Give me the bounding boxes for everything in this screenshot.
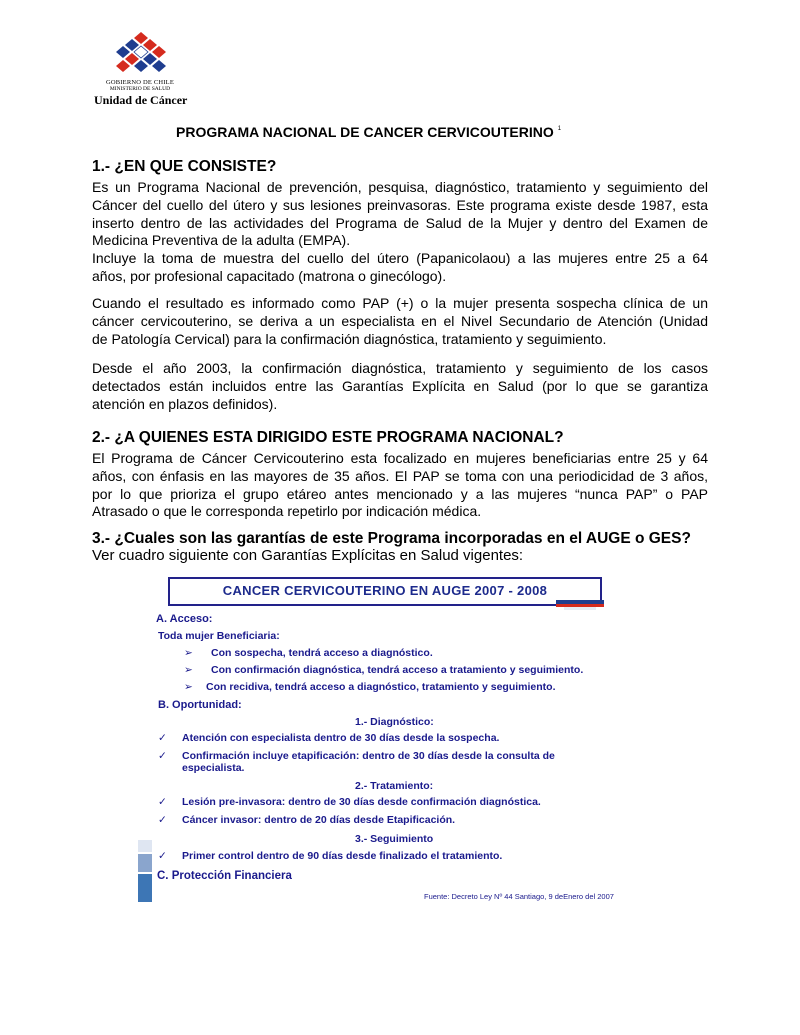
check-icon: ✓ <box>158 814 167 826</box>
unit-name: Unidad de Cáncer <box>94 93 188 107</box>
arrow-bullet: ➢ <box>184 647 193 659</box>
text-line: años, por profesional capacitado (matrona o ginecólogo). <box>92 267 447 284</box>
section-3-subtitle: Ver cuadro siguiente con Garantías Explícitas en Salud vigentes: <box>92 547 524 564</box>
text-line: Es un Programa Nacional de prevención, pesquisa, diagnóstico, tratamiento y seguimiento del <box>92 179 708 195</box>
section-2-heading: 2.- ¿A QUIENES ESTA DIRIGIDO ESTE PROGRAMA NACIONAL? <box>92 429 564 446</box>
diagnostico-heading: 1.- Diagnóstico: <box>355 716 434 728</box>
acceso-subheading: Toda mujer Beneficiaria: <box>158 630 280 642</box>
section-2-paragraph <box>92 450 708 521</box>
figure-source: Fuente: Decreto Ley Nº 44 Santiago, 9 deEnero del 2007 <box>424 892 614 901</box>
side-bar <box>138 854 152 872</box>
acceso-item: Con sospecha, tendrá acceso a diagnóstico. <box>211 647 433 659</box>
arrow-bullet: ➢ <box>184 664 193 676</box>
check-icon: ✓ <box>158 796 167 808</box>
text-line: Cuando el resultado es informado como PAP (+) o la mujer presenta sospecha clínica de un <box>92 295 708 311</box>
section-1-paragraph-1 <box>92 179 708 286</box>
text-line: Desde el año 2003, la confirmación diagnóstica, tratamiento y seguimiento de los casos <box>92 360 708 376</box>
seguimiento-heading: 3.- Seguimiento <box>355 833 434 845</box>
government-logo <box>108 30 174 78</box>
diagnostico-item: Confirmación incluye etapificación: dentro de 30 días desde la consulta de <box>182 750 555 762</box>
section-1-paragraph-2 <box>92 295 708 348</box>
logo-text-ministerio: MINISTERIO DE SALUD <box>109 86 171 92</box>
tratamiento-heading: 2.- Tratamiento: <box>355 780 434 792</box>
oportunidad-heading: B. Oportunidad: <box>158 699 242 711</box>
text-line: de Patología Cervical) para la confirmación diagnóstica, tratamiento y seguimiento. <box>92 330 607 347</box>
logo-text-gobierno: GOBIERNO DE CHILE <box>105 79 175 86</box>
tratamiento-item: Cáncer invasor: dentro de 20 días desde Etapificación. <box>182 814 456 826</box>
text-line: Atrasado o que le corresponda repetirlo por indicación médica. <box>92 503 482 520</box>
section-1-paragraph-3 <box>92 360 708 413</box>
acceso-heading: A. Acceso: <box>156 613 213 625</box>
diagnostico-item: Atención con especialista dentro de 30 días desde la sospecha. <box>182 732 500 744</box>
diagnostico-item-continued: especialista. <box>182 762 245 774</box>
text-line: por lo que prioriza el grupo etáreo antes mencionado y a las mujeres “nunca PAP” o PAP <box>92 485 708 502</box>
text-line: detectados están incluidos entre las Garantías Explícita en Salud (por lo que se garantiza <box>92 377 708 394</box>
text-line: años, con énfasis en las mayores de 35 años. El PAP se toma con una periodicidad de 3 años, <box>92 467 708 484</box>
side-bars-decoration <box>138 840 152 902</box>
text-line: El Programa de Cáncer Cervicouterino esta focalizado en mujeres beneficiarias entre 25 y 64 <box>92 450 708 466</box>
text-line: cáncer cervicouterino, se deriva a un especialista en el Nivel Secundario de Atención (Unidad <box>92 312 708 329</box>
document-title <box>176 124 561 140</box>
check-icon: ✓ <box>158 850 167 862</box>
document-title-text: PROGRAMA NACIONAL DE CANCER CERVICOUTERINO <box>176 124 554 140</box>
text-line: Incluye la toma de muestra del cuello del útero (Papanicolaou) a las mujeres entre 25 a 64 <box>92 250 708 267</box>
side-bar <box>138 840 152 852</box>
section-1-heading: 1.- ¿EN QUE CONSISTE? <box>92 158 277 175</box>
text-line: Cáncer del cuello del útero y sus lesiones preinvasoras. Este programa existe desde 1987, esta <box>92 196 708 213</box>
check-icon: ✓ <box>158 750 167 762</box>
text-line: atención en plazos definidos). <box>92 395 278 412</box>
figure-title-box <box>168 577 602 606</box>
auge-guarantees-figure <box>138 572 658 912</box>
figure-title: CANCER CERVICOUTERINO EN AUGE 2007 - 2008 <box>222 583 548 598</box>
arrow-bullet: ➢ <box>184 681 193 693</box>
side-bar <box>138 874 152 902</box>
tratamiento-item: Lesión pre-invasora: dentro de 30 días desde confirmación diagnóstica. <box>182 796 541 808</box>
section-3-heading: 3.- ¿Cuales son las garantías de este Programa incorporadas en el AUGE o GES? <box>92 530 691 547</box>
text-line: inserto dentro de las actividades del Programa de Salud de la Mujer y dentro del Examen de <box>92 214 708 231</box>
acceso-item: Con recidiva, tendrá acceso a diagnóstico, tratamiento y seguimiento. <box>206 681 556 693</box>
acceso-item: Con confirmación diagnóstica, tendrá acceso a tratamiento y seguimiento. <box>211 664 584 676</box>
title-footnote-marker: 1 <box>557 126 562 132</box>
check-icon: ✓ <box>158 732 167 744</box>
text-line: Medicina Preventiva de la adulta (EMPA). <box>92 232 351 249</box>
proteccion-heading: C. Protección Financiera <box>157 870 292 882</box>
flag-decoration <box>556 600 604 610</box>
seguimiento-item: Primer control dentro de 90 días desde finalizado el tratamiento. <box>182 850 503 862</box>
